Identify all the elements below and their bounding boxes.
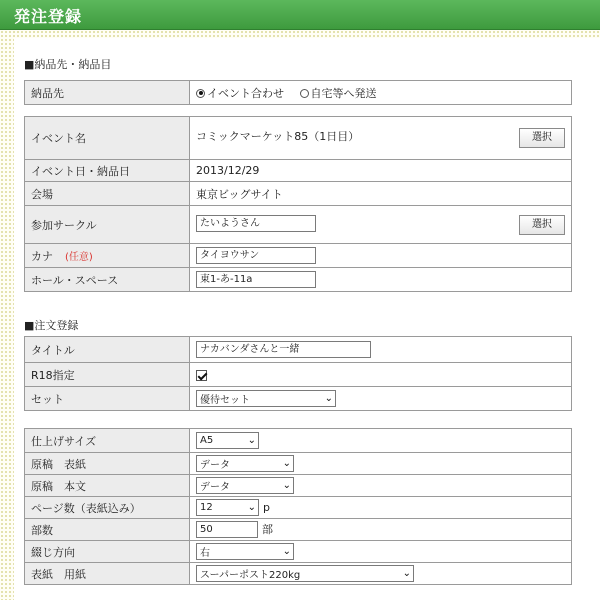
circle-row bbox=[25, 206, 572, 244]
spec-table bbox=[24, 428, 572, 585]
body-select-value: データ bbox=[200, 482, 230, 493]
set-select-value: 優待セット bbox=[200, 395, 250, 406]
pages-row bbox=[25, 497, 572, 519]
title-row bbox=[25, 337, 572, 363]
delivery-row bbox=[25, 81, 572, 105]
venue-value: 東京ビッグサイト bbox=[190, 182, 572, 206]
event-select-button[interactable]: 選択 bbox=[519, 128, 565, 148]
size-label: 仕上げサイズ bbox=[25, 429, 190, 453]
event-name-value: コミックマーケット85（1日目） bbox=[196, 130, 360, 143]
event-table bbox=[24, 116, 572, 292]
order-table bbox=[24, 336, 572, 411]
radio-home-label: 自宅等へ発送 bbox=[310, 86, 377, 100]
radio-home[interactable] bbox=[300, 85, 377, 101]
kana-label: カナ bbox=[31, 249, 53, 263]
circle-label: 参加サークル bbox=[25, 206, 190, 244]
title-input[interactable]: ナカバンダさんと一緒 bbox=[196, 341, 371, 358]
hall-row bbox=[25, 268, 572, 292]
copies-unit: 部 bbox=[262, 522, 273, 536]
copies-label: 部数 bbox=[25, 519, 190, 541]
set-select[interactable] bbox=[196, 390, 336, 407]
title-label: タイトル bbox=[25, 337, 190, 363]
cover-select[interactable] bbox=[196, 455, 294, 472]
body-select[interactable] bbox=[196, 477, 294, 494]
event-date-row bbox=[25, 160, 572, 182]
size-row bbox=[25, 429, 572, 453]
binding-row bbox=[25, 541, 572, 563]
r18-checkbox[interactable] bbox=[196, 370, 207, 381]
chevron-down-icon: ⌄ bbox=[282, 479, 291, 491]
chevron-down-icon: ⌄ bbox=[402, 567, 411, 579]
size-select-value: A5 bbox=[200, 435, 214, 446]
venue-label: 会場 bbox=[25, 182, 190, 206]
event-name-row bbox=[25, 117, 572, 160]
section-heading-delivery: ■納品先・納品目 bbox=[24, 58, 112, 71]
circle-input[interactable]: たいようさん bbox=[196, 215, 316, 232]
pages-select[interactable] bbox=[196, 499, 259, 516]
paper-row bbox=[25, 563, 572, 585]
pages-unit: p bbox=[263, 500, 270, 514]
radio-selected-icon bbox=[196, 89, 205, 98]
set-row bbox=[25, 387, 572, 411]
delivery-table bbox=[24, 80, 572, 105]
venue-row bbox=[25, 182, 572, 206]
pages-label: ページ数（表紙込み） bbox=[25, 497, 190, 519]
chevron-down-icon: ⌄ bbox=[282, 545, 291, 557]
r18-row bbox=[25, 363, 572, 387]
hall-input[interactable]: 東1-あ-11a bbox=[196, 271, 316, 288]
chevron-down-icon: ⌄ bbox=[282, 457, 291, 469]
cover-row bbox=[25, 453, 572, 475]
kana-row bbox=[25, 244, 572, 268]
event-date-label: イベント日・納品日 bbox=[25, 160, 190, 182]
cover-label: 原稿 表紙 bbox=[25, 453, 190, 475]
chevron-down-icon: ⌄ bbox=[247, 434, 256, 446]
chevron-down-icon: ⌄ bbox=[247, 501, 256, 513]
cover-select-value: データ bbox=[200, 460, 230, 471]
paper-label: 表紙 用紙 bbox=[25, 563, 190, 585]
radio-empty-icon bbox=[300, 89, 309, 98]
r18-label: R18指定 bbox=[25, 363, 190, 387]
kana-input[interactable]: タイヨウサン bbox=[196, 247, 316, 264]
set-label: セット bbox=[25, 387, 190, 411]
body-label: 原稿 本文 bbox=[25, 475, 190, 497]
delivery-label: 納品先 bbox=[25, 81, 190, 105]
hall-label: ホール・スペース bbox=[25, 268, 190, 292]
binding-select[interactable] bbox=[196, 543, 294, 560]
binding-label: 綴じ方向 bbox=[25, 541, 190, 563]
chevron-down-icon: ⌄ bbox=[324, 392, 333, 404]
paper-select[interactable] bbox=[196, 565, 414, 582]
binding-select-value: 右 bbox=[200, 548, 210, 559]
copies-input[interactable]: 50 bbox=[196, 521, 258, 538]
event-name-label: イベント名 bbox=[25, 117, 190, 160]
page-title: 発注登録 bbox=[14, 7, 83, 26]
delivery-options bbox=[190, 81, 572, 105]
event-date-value: 2013/12/29 bbox=[190, 160, 572, 182]
pages-select-value: 12 bbox=[200, 502, 213, 513]
size-select[interactable] bbox=[196, 432, 259, 449]
body-row bbox=[25, 475, 572, 497]
copies-row bbox=[25, 519, 572, 541]
radio-event[interactable] bbox=[196, 85, 284, 101]
circle-select-button[interactable]: 選択 bbox=[519, 215, 565, 235]
paper-select-value: スーパーポスト220kg bbox=[200, 570, 301, 581]
kana-optional-note: (任意) bbox=[65, 251, 93, 263]
page-header bbox=[0, 0, 600, 30]
section-heading-order: ■注文登録 bbox=[24, 319, 79, 332]
radio-event-label: イベント合わせ bbox=[207, 86, 284, 100]
